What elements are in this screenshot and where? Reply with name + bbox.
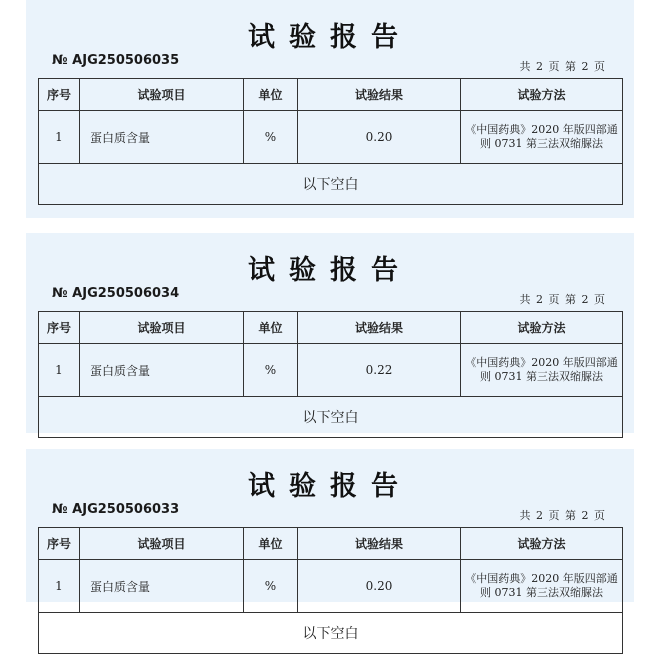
report-title: 试验报告	[248, 22, 412, 53]
test-report-card	[26, 0, 634, 218]
header-index: 序号	[39, 528, 80, 560]
page-indicator: 共 2 页 第 2 页	[519, 293, 606, 306]
results-table	[38, 78, 623, 205]
header-method: 试验方法	[461, 528, 623, 560]
report-number: № AJG250506034	[52, 286, 180, 301]
test-report-card	[26, 449, 634, 642]
page-indicator: 共 2 页 第 2 页	[519, 60, 606, 73]
table-row	[39, 560, 623, 613]
cell-item: 蛋白质含量	[80, 560, 244, 613]
header-method: 试验方法	[461, 312, 623, 344]
cell-index: 1	[39, 560, 80, 613]
blank-note: 以下空白	[39, 397, 623, 438]
table-row	[39, 344, 623, 397]
blank-note: 以下空白	[39, 613, 623, 654]
header-index: 序号	[39, 79, 80, 111]
table-header-row	[39, 312, 623, 344]
cell-unit: %	[244, 560, 298, 613]
results-table	[38, 527, 623, 654]
cell-unit: %	[244, 344, 298, 397]
cell-index: 1	[39, 344, 80, 397]
results-table	[38, 311, 623, 438]
header-result: 试验结果	[298, 528, 461, 560]
test-report-card	[26, 233, 634, 433]
cell-method: 《中国药典》2020 年版四部通则 0731 第三法双缩脲法	[461, 344, 623, 397]
header-item: 试验项目	[80, 528, 244, 560]
header-method: 试验方法	[461, 79, 623, 111]
cell-method: 《中国药典》2020 年版四部通则 0731 第三法双缩脲法	[461, 111, 623, 164]
table-header-row	[39, 79, 623, 111]
header-unit: 单位	[244, 312, 298, 344]
cell-result: 0.20	[298, 560, 461, 613]
header-unit: 单位	[244, 79, 298, 111]
page-indicator: 共 2 页 第 2 页	[519, 509, 606, 522]
blank-row	[39, 397, 623, 438]
header-index: 序号	[39, 312, 80, 344]
cell-result: 0.22	[298, 344, 461, 397]
report-title: 试验报告	[248, 255, 412, 286]
cell-unit: %	[244, 111, 298, 164]
cell-index: 1	[39, 111, 80, 164]
header-item: 试验项目	[80, 312, 244, 344]
blank-note: 以下空白	[39, 164, 623, 205]
report-number: № AJG250506035	[52, 53, 180, 68]
header-unit: 单位	[244, 528, 298, 560]
blank-row	[39, 613, 623, 654]
cell-item: 蛋白质含量	[80, 111, 244, 164]
table-row	[39, 111, 623, 164]
report-title: 试验报告	[248, 471, 412, 502]
blank-row	[39, 164, 623, 205]
table-header-row	[39, 528, 623, 560]
cell-result: 0.20	[298, 111, 461, 164]
header-result: 试验结果	[298, 312, 461, 344]
header-result: 试验结果	[298, 79, 461, 111]
cell-method: 《中国药典》2020 年版四部通则 0731 第三法双缩脲法	[461, 560, 623, 613]
cell-item: 蛋白质含量	[80, 344, 244, 397]
report-number: № AJG250506033	[52, 502, 180, 517]
header-item: 试验项目	[80, 79, 244, 111]
